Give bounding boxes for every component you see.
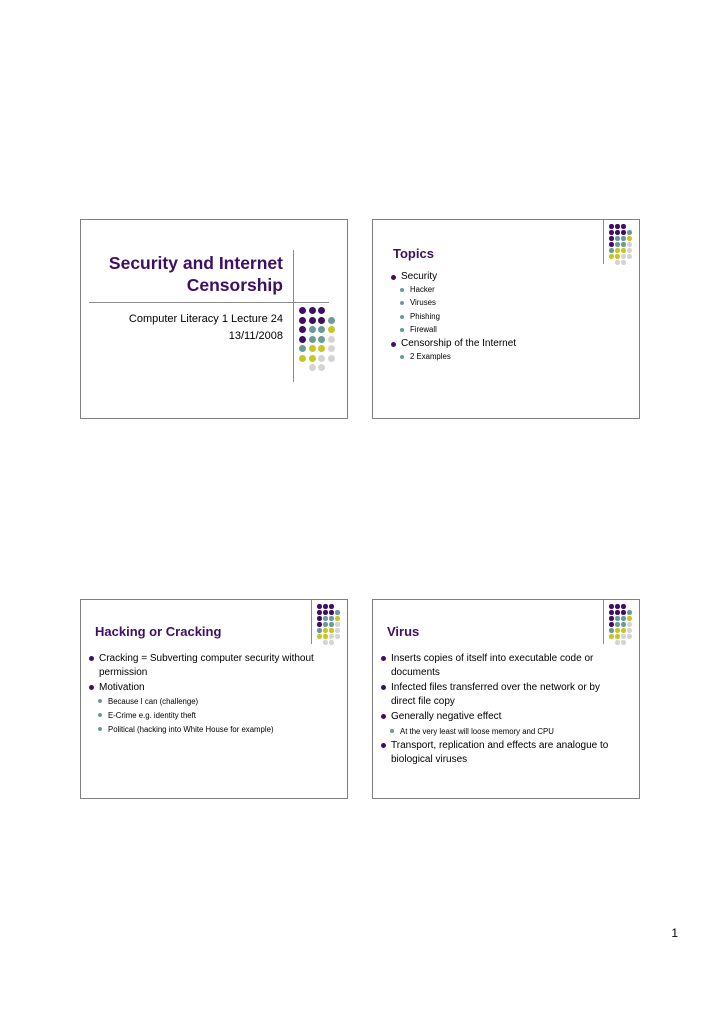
title-line-2: Censorship	[186, 275, 283, 295]
slide-hacking-title: Hacking or Cracking	[95, 624, 222, 639]
decorative-dot	[627, 248, 632, 253]
decorative-dot	[309, 336, 316, 343]
decorative-dot	[609, 604, 614, 609]
decorative-dot	[329, 628, 334, 633]
list-item: Security	[391, 271, 631, 284]
list-subitem: Because I can (challenge)	[89, 695, 321, 708]
list-item: Transport, replication and effects are analogue to biological viruses	[381, 739, 621, 767]
date: 13/11/2008	[228, 330, 283, 342]
decorative-dot	[615, 224, 620, 229]
decorative-dot	[309, 345, 316, 352]
decorative-dot	[328, 326, 335, 333]
decorative-dot	[627, 242, 632, 247]
decorative-dot	[627, 610, 632, 615]
decorative-dot	[299, 326, 306, 333]
decorative-dot	[329, 622, 334, 627]
decorative-dot	[335, 610, 340, 615]
decorative-dot	[621, 616, 626, 621]
decorative-dot	[621, 628, 626, 633]
decorative-dot	[615, 616, 620, 621]
topics-list	[391, 271, 631, 364]
slide-topics-title: Topics	[393, 246, 434, 261]
decorative-dot	[323, 640, 328, 645]
decorative-dot	[621, 248, 626, 253]
list-subitem: Political (hacking into White House for example)	[89, 723, 321, 736]
decorative-dot	[299, 317, 306, 324]
decorative-dot	[317, 616, 322, 621]
divider-vertical	[311, 600, 312, 644]
decorative-dot	[627, 254, 632, 259]
slide-title-heading	[109, 252, 283, 296]
decorative-dot	[609, 610, 614, 615]
decorative-dot	[615, 610, 620, 615]
decorative-dot	[609, 224, 614, 229]
decorative-dot	[323, 622, 328, 627]
decorative-dot	[615, 254, 620, 259]
decorative-dot	[309, 326, 316, 333]
list-subitem: Hacker	[391, 284, 631, 297]
decorative-dot	[299, 336, 306, 343]
decorative-dot	[335, 628, 340, 633]
decorative-dot	[318, 336, 325, 343]
decorative-dot	[627, 628, 632, 633]
decorative-dot	[309, 317, 316, 324]
divider-vertical	[293, 250, 294, 382]
decorative-dot	[615, 640, 620, 645]
decorative-dot	[323, 634, 328, 639]
decorative-dot	[609, 236, 614, 241]
decorative-dot	[323, 616, 328, 621]
decorative-dot	[309, 307, 316, 314]
decorative-dot	[609, 616, 614, 621]
decorative-dot	[627, 616, 632, 621]
decorative-dot	[615, 242, 620, 247]
divider-vertical	[603, 600, 604, 644]
decorative-dot	[609, 248, 614, 253]
decorative-dot	[621, 260, 626, 265]
decorative-dot	[323, 604, 328, 609]
virus-list	[381, 652, 621, 767]
decorative-dot	[615, 622, 620, 627]
decorative-dot	[615, 634, 620, 639]
slide-virus-title: Virus	[387, 624, 420, 639]
list-item: Censorship of the Internet	[391, 338, 631, 351]
decorative-dot	[621, 610, 626, 615]
decorative-dot	[328, 345, 335, 352]
decorative-dot	[329, 604, 334, 609]
decorative-dot	[318, 317, 325, 324]
decorative-dot	[299, 345, 306, 352]
decorative-dot	[621, 236, 626, 241]
decorative-dot	[317, 604, 322, 609]
decorative-dot	[609, 242, 614, 247]
decorative-dot	[318, 326, 325, 333]
list-item: Inserts copies of itself into executable code or documents	[381, 652, 621, 680]
decorative-dot	[615, 628, 620, 633]
decorative-dot	[299, 307, 306, 314]
list-subitem: At the very least will loose memory and CPU	[381, 725, 621, 738]
decorative-dot	[615, 604, 620, 609]
decorative-dot	[621, 604, 626, 609]
decorative-dot	[318, 364, 325, 371]
decorative-dot	[615, 248, 620, 253]
page-number: 1	[671, 926, 678, 940]
decorative-dot	[609, 254, 614, 259]
decorative-dot	[609, 634, 614, 639]
list-item: Cracking = Subverting computer security without permission	[89, 652, 321, 680]
decorative-dot	[323, 610, 328, 615]
slide-hacking	[80, 599, 348, 799]
slide-topics	[372, 219, 640, 419]
subtitle: Computer Literacy 1 Lecture 24	[128, 313, 283, 325]
decorative-dot	[335, 622, 340, 627]
list-subitem: E-Crime e.g. identity theft	[89, 709, 321, 722]
decorative-dot	[335, 616, 340, 621]
decorative-dot	[621, 640, 626, 645]
list-item: Motivation	[89, 681, 321, 695]
decorative-dot	[615, 236, 620, 241]
decorative-dot	[309, 355, 316, 362]
decorative-dot	[329, 634, 334, 639]
decorative-dot	[621, 622, 626, 627]
decorative-dot	[627, 230, 632, 235]
list-item: Generally negative effect	[381, 710, 621, 724]
decorative-dot	[323, 628, 328, 633]
decorative-dot	[627, 634, 632, 639]
decorative-dot	[609, 622, 614, 627]
decorative-dot	[621, 254, 626, 259]
decorative-dot	[621, 634, 626, 639]
decorative-dot	[299, 355, 306, 362]
slide-virus	[372, 599, 640, 799]
decorative-dot	[335, 634, 340, 639]
decorative-dot	[317, 628, 322, 633]
decorative-dot	[309, 364, 316, 371]
divider-vertical	[603, 220, 604, 264]
list-subitem: 2 Examples	[391, 351, 631, 364]
list-subitem: Viruses	[391, 297, 631, 310]
decorative-dot	[609, 230, 614, 235]
slide-title	[80, 219, 348, 419]
decorative-dot	[621, 230, 626, 235]
decorative-dot	[329, 640, 334, 645]
decorative-dot	[627, 236, 632, 241]
list-item: Infected files transferred over the network or by direct file copy	[381, 681, 621, 709]
decorative-dot	[329, 616, 334, 621]
decorative-dot	[318, 355, 325, 362]
decorative-dot	[615, 230, 620, 235]
decorative-dot	[615, 260, 620, 265]
decorative-dot	[317, 622, 322, 627]
decorative-dot	[317, 634, 322, 639]
decorative-dot	[328, 355, 335, 362]
list-subitem: Phishing	[391, 311, 631, 324]
hacking-list	[89, 652, 321, 736]
decorative-dot	[627, 622, 632, 627]
decorative-dot	[621, 224, 626, 229]
decorative-dot	[317, 610, 322, 615]
decorative-dot	[318, 345, 325, 352]
decorative-dot	[621, 242, 626, 247]
list-subitem: Firewall	[391, 324, 631, 337]
decorative-dot	[328, 317, 335, 324]
decorative-dot	[328, 336, 335, 343]
title-line-1: Security and Internet	[108, 253, 283, 273]
decorative-dot	[329, 610, 334, 615]
decorative-dot	[609, 628, 614, 633]
decorative-dot	[318, 307, 325, 314]
